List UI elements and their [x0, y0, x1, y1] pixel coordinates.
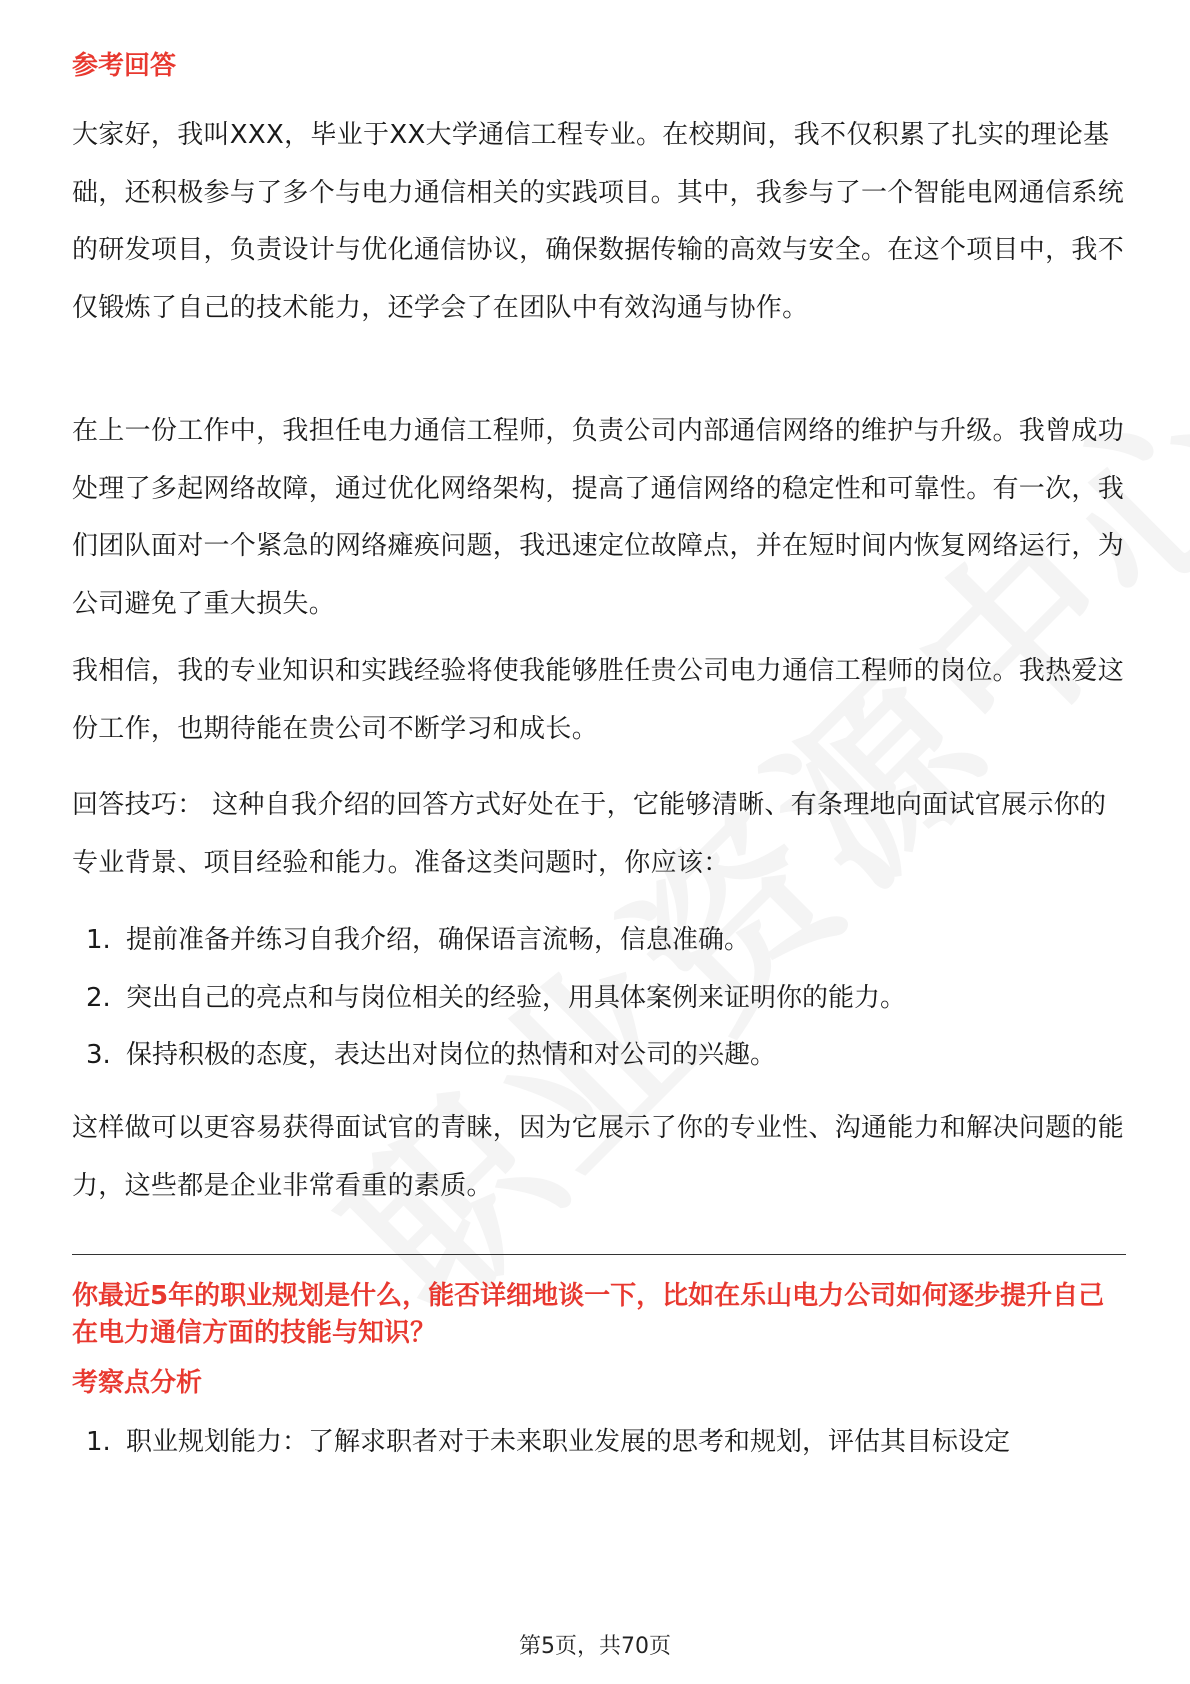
- paragraph-experience: 在上一份工作中，我担任电力通信工程师，负责公司内部通信网络的维护与升级。我曾成功处理了多起网络故障，通过优化网络架构，提高了通信网络的稳定性和可靠性。有一次，我们团队面对一个紧急的网络瘫痪问题，我迅速定位故障点，并在短时间内恢复网络运行，为公司避免了重大损失。: [72, 416, 1125, 619]
- page-footer: 第5页，共70页: [519, 1634, 671, 1659]
- next-question: 你最近5年的职业规划是什么，能否详细地谈一下，比如在乐山电力公司如何逐步提升自己在电力通信方面的技能与知识？: [72, 1281, 1105, 1348]
- list-number: 1.: [86, 925, 111, 955]
- list-text: 职业规划能力：了解求职者对于未来职业发展的思考和规划，评估其目标设定: [126, 1427, 1011, 1457]
- paragraph-tips-intro: 回答技巧： 这种自我介绍的回答方式好处在于，它能够清晰、有条理地向面试官展示你的专业背景、项目经验和能力。准备这类问题时，你应该：: [72, 790, 1107, 878]
- paragraph-closing: 这样做可以更容易获得面试官的青睐，因为它展示了你的专业性、沟通能力和解决问题的能力，这些都是企业非常看重的素质。: [72, 1113, 1125, 1201]
- list-number: 2.: [86, 982, 111, 1013]
- paragraph-intro: 大家好，我叫XXX，毕业于XX大学通信工程专业。在校期间，我不仅积累了扎实的理论基础，还积极参与了多个与电力通信相关的实践项目。其中，我参与了一个智能电网通信系统的研发项目，负责设计与优化通信协议，确保数据传输的高效与安全。在这个项目中，我不仅锻炼了自己的技术能力，还学会了在团队中有效沟通与协作。: [72, 120, 1125, 323]
- analysis-list: [72, 1414, 1126, 1472]
- list-number: 3.: [86, 1040, 111, 1070]
- list-text: 突出自己的亮点和与岗位相关的经验，用具体案例来证明你的能力。: [126, 982, 907, 1013]
- paragraph-belief: 我相信，我的专业知识和实践经验将使我能够胜任贵公司电力通信工程师的岗位。我热爱这份工作，也期待能在贵公司不断学习和成长。: [72, 656, 1125, 744]
- section-divider: [72, 1254, 1126, 1255]
- list-item: [72, 912, 1126, 970]
- list-text: 提前准备并练习自我介绍，确保语言流畅，信息准确。: [126, 925, 751, 955]
- tips-list: [72, 912, 1126, 1085]
- list-item: [72, 1027, 1126, 1085]
- page-content: [72, 0, 1126, 1684]
- answer-heading: 参考回答: [72, 51, 177, 81]
- list-item: [72, 1414, 1126, 1472]
- list-text: 保持积极的态度，表达出对岗位的热情和对公司的兴趣。: [126, 1040, 777, 1070]
- list-number: 1.: [86, 1427, 111, 1457]
- list-item: [72, 970, 1126, 1028]
- analysis-heading: 考察点分析: [72, 1368, 203, 1398]
